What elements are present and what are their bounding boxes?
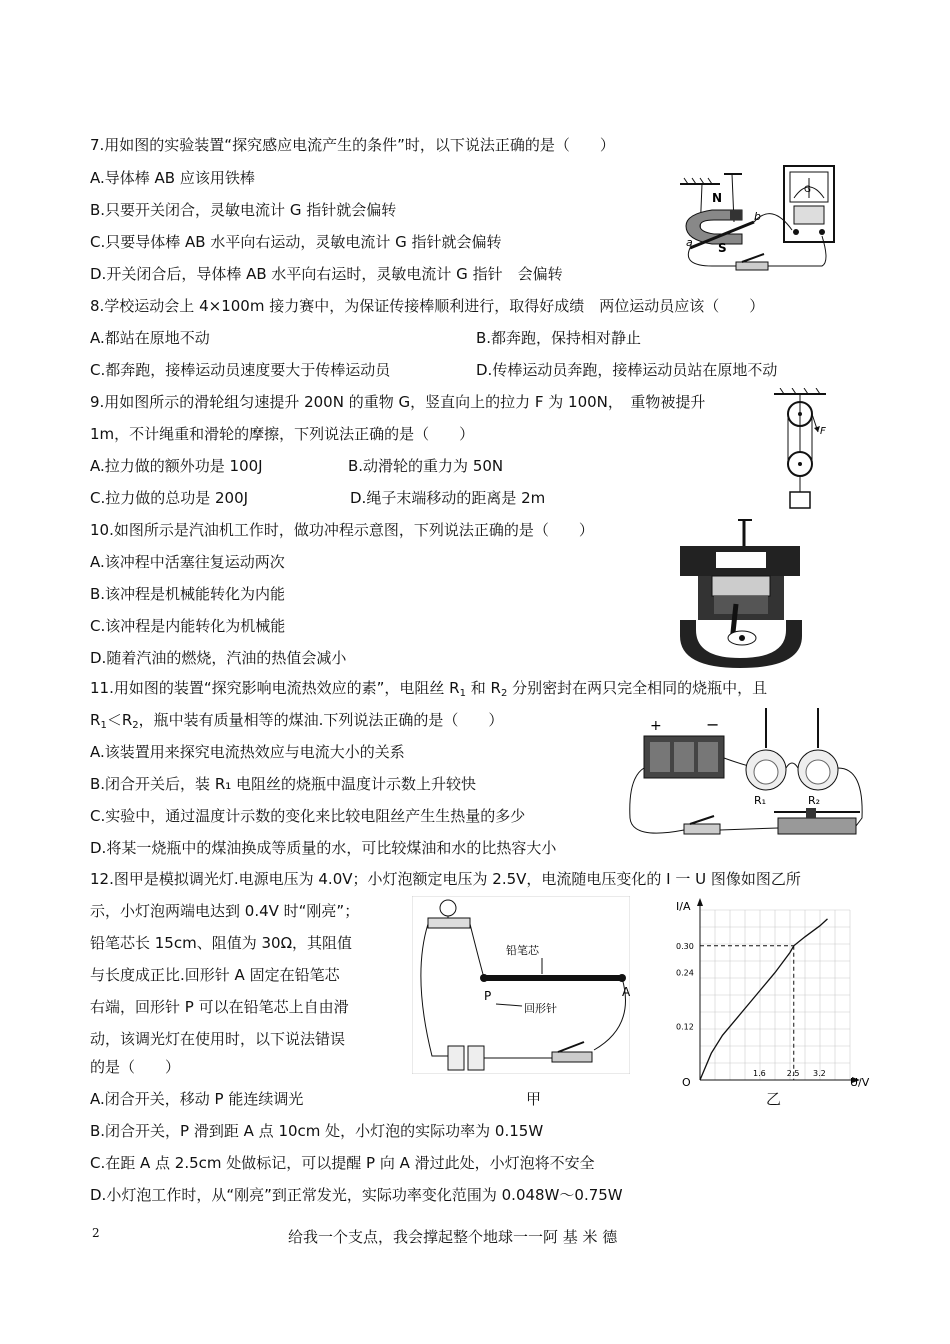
q11-stem-text: 和 R bbox=[465, 679, 501, 697]
q11-stem-text: ，瓶中装有质量相等的煤油.下列说法正确的是（ ） bbox=[138, 711, 504, 729]
q12-stem-line6: 的是（ ） bbox=[90, 1058, 181, 1076]
q7-stem: 7.用如图的实验装置“探究感应电流产生的条件”时，以下说法正确的是（ ） bbox=[90, 136, 615, 154]
q11-stem-text: R bbox=[90, 711, 101, 729]
q7-option-d: D.开关闭合后，导体棒 AB 水平向右运时，灵敏电流计 G 指针 会偏转 bbox=[90, 265, 563, 283]
q11-stem-line1 bbox=[90, 678, 767, 698]
q11-option-d: D.将某一烧瓶中的煤油换成等质量的水，可比较煤油和水的比热容大小 bbox=[90, 839, 557, 857]
q12-stem-line4: 右端，回形针 P 可以在铅笔芯上自由滑 bbox=[90, 998, 349, 1016]
q8-stem: 8.学校运动会上 4×100m 接力赛中，为保证传接棒顺利进行，取得好成绩 两位运动员应该（ ） bbox=[90, 297, 765, 315]
q11-stem-sub: 2 bbox=[500, 688, 508, 699]
q12-iu-chart bbox=[660, 896, 874, 1090]
q7-label-b: b bbox=[754, 210, 761, 223]
q9-option-d: D.绳子末端移动的距离是 2m bbox=[350, 489, 546, 507]
q12-option-c: C.在距 A 点 2.5cm 处做标记，可以提醒 P 向 A 滑过此处，小灯泡将不安全 bbox=[90, 1154, 595, 1172]
q11-stem-text: ＜R bbox=[106, 711, 133, 729]
q7-option-b: B.只要开关闭合，灵敏电流计 G 指针就会偏转 bbox=[90, 201, 397, 219]
q7-label-g: G bbox=[804, 185, 811, 195]
x-tick-label: 3.2 bbox=[813, 1069, 826, 1078]
q11-stem-sub: 2 bbox=[132, 720, 139, 731]
q10-engine-figure bbox=[676, 518, 806, 668]
footer-quote: 给我一个支点，我会撑起整个地球一一阿 基 米 德 bbox=[288, 1228, 618, 1246]
q10-option-c: C.该冲程是内能转化为机械能 bbox=[90, 617, 286, 635]
x-tick-label: 1.6 bbox=[753, 1069, 766, 1078]
q8-option-b: B.都奔跑，保持相对静止 bbox=[476, 329, 642, 347]
q12-stem-line0: 12.图甲是模拟调光灯.电源电压为 4.0V；小灯泡额定电压为 2.5V，电流随电压变化的 I 一 U 图像如图乙所 bbox=[90, 870, 801, 888]
q9-stem-line1: 9.用如图所示的滑轮组匀速提升 200N 的重物 G，竖直向上的拉力 F 为 100N， 重物被提升 bbox=[90, 393, 706, 411]
iu-grid bbox=[700, 910, 850, 1080]
q8-option-c: C.都奔跑，接棒运动员速度要大于传棒运动员 bbox=[90, 361, 391, 379]
q12-option-a: A.闭合开关，移动 P 能连续调光 bbox=[90, 1090, 304, 1108]
q7-label-s: S bbox=[718, 241, 727, 255]
q11-plus-label: + bbox=[650, 718, 662, 734]
y-axis-arrow bbox=[697, 898, 703, 906]
x-axis-label: U/V bbox=[850, 1076, 870, 1089]
q11-stem-text: 分别密封在两只完全相同的烧瓶中，且 bbox=[507, 679, 768, 697]
y-tick-label: 0.24 bbox=[676, 968, 694, 978]
iu-curve bbox=[700, 919, 828, 1080]
y-tick-label: 0.30 bbox=[676, 941, 694, 951]
q11-stem-sub: 1 bbox=[459, 688, 466, 699]
page-number: 2 bbox=[92, 1226, 100, 1240]
q8-option-a: A.都站在原地不动 bbox=[90, 329, 210, 347]
q10-option-b: B.该冲程是机械能转化为内能 bbox=[90, 585, 286, 603]
iu-chart-svg bbox=[660, 896, 874, 1090]
q12-caption-jia: 甲 bbox=[526, 1090, 542, 1108]
q11-option-b: B.闭合开关后，装 R₁ 电阻丝的烧瓶中温度计示数上升较快 bbox=[90, 775, 477, 793]
q12-a-label: A bbox=[622, 985, 630, 999]
q9-pulley-figure bbox=[770, 388, 840, 512]
q11-minus-label: − bbox=[706, 715, 720, 734]
q9-option-b: B.动滑轮的重力为 50N bbox=[348, 457, 504, 475]
q12-caption-yi: 乙 bbox=[766, 1090, 782, 1108]
q7-option-c: C.只要导体棒 AB 水平向右运动，灵敏电流计 G 指针就会偏转 bbox=[90, 233, 502, 251]
q12-stem-line3: 与长度成正比.回形针 A 固定在铅笔芯 bbox=[90, 966, 340, 984]
q12-stem-line5: 动，该调光灯在使用时，以下说法错误 bbox=[90, 1030, 346, 1048]
q11-option-c: C.实验中，通过温度计示数的变化来比较电阻丝产生生热量的多少 bbox=[90, 807, 526, 825]
q12-clip-label: 回形针 bbox=[524, 1002, 557, 1015]
q11-option-a: A.该装置用来探究电流热效应与电流大小的关系 bbox=[90, 743, 405, 761]
q11-r2-label: R₂ bbox=[808, 794, 821, 807]
q9-option-c: C.拉力做的总功是 200J bbox=[90, 489, 249, 507]
y-axis-label: I/A bbox=[676, 900, 691, 913]
q7-induction-figure bbox=[672, 162, 840, 274]
q11-circuit-figure bbox=[626, 708, 870, 858]
q10-option-a: A.该冲程中活塞往复运动两次 bbox=[90, 553, 285, 571]
q10-option-d: D.随着汽油的燃烧，汽油的热值会减小 bbox=[90, 649, 347, 667]
q10-stem: 10.如图所示是汽油机工作时，做功冲程示意图，下列说法正确的是（ ） bbox=[90, 521, 594, 539]
q12-p-label: P bbox=[484, 989, 492, 1003]
q9-label-f: F bbox=[820, 426, 826, 437]
q12-option-b: B.闭合开关，P 滑到距 A 点 10cm 处，小灯泡的实际功率为 0.15W bbox=[90, 1122, 544, 1140]
origin-label: O bbox=[682, 1076, 691, 1089]
q9-option-a: A.拉力做的额外功是 100J bbox=[90, 457, 263, 475]
q8-option-d: D.传棒运动员奔跑，接棒运动员站在原地不动 bbox=[476, 361, 778, 379]
q12-stem-line1: 示，小灯泡两端电达到 0.4V 时“刚亮”； bbox=[90, 902, 360, 920]
x-tick-label: 2.5 bbox=[786, 1069, 800, 1078]
y-tick-label: 0.12 bbox=[676, 1022, 694, 1032]
q11-stem-line2 bbox=[90, 710, 503, 730]
q7-option-a: A.导体棒 AB 应该用铁棒 bbox=[90, 169, 255, 187]
q12-lamp-circuit-figure bbox=[412, 896, 630, 1074]
q11-stem-sub: 1 bbox=[100, 720, 107, 731]
q7-label-a: a bbox=[686, 236, 693, 249]
q12-pencil-label: 铅笔芯 bbox=[506, 944, 539, 957]
q11-stem-text: 11.用如图的装置“探究影响电流热效应的素”，电阻丝 R bbox=[90, 679, 460, 697]
q7-label-n: N bbox=[712, 191, 723, 205]
q12-stem-line2: 铅笔芯长 15cm、阻值为 30Ω，其阻值 bbox=[90, 934, 353, 952]
q11-r1-label: R₁ bbox=[754, 794, 767, 807]
q12-option-d: D.小灯泡工作时，从“刚亮”到正常发光，实际功率变化范围为 0.048W～0.75W bbox=[90, 1186, 623, 1204]
q9-stem-line2: 1m，不计绳重和滑轮的摩擦，下列说法正确的是（ ） bbox=[90, 425, 475, 443]
